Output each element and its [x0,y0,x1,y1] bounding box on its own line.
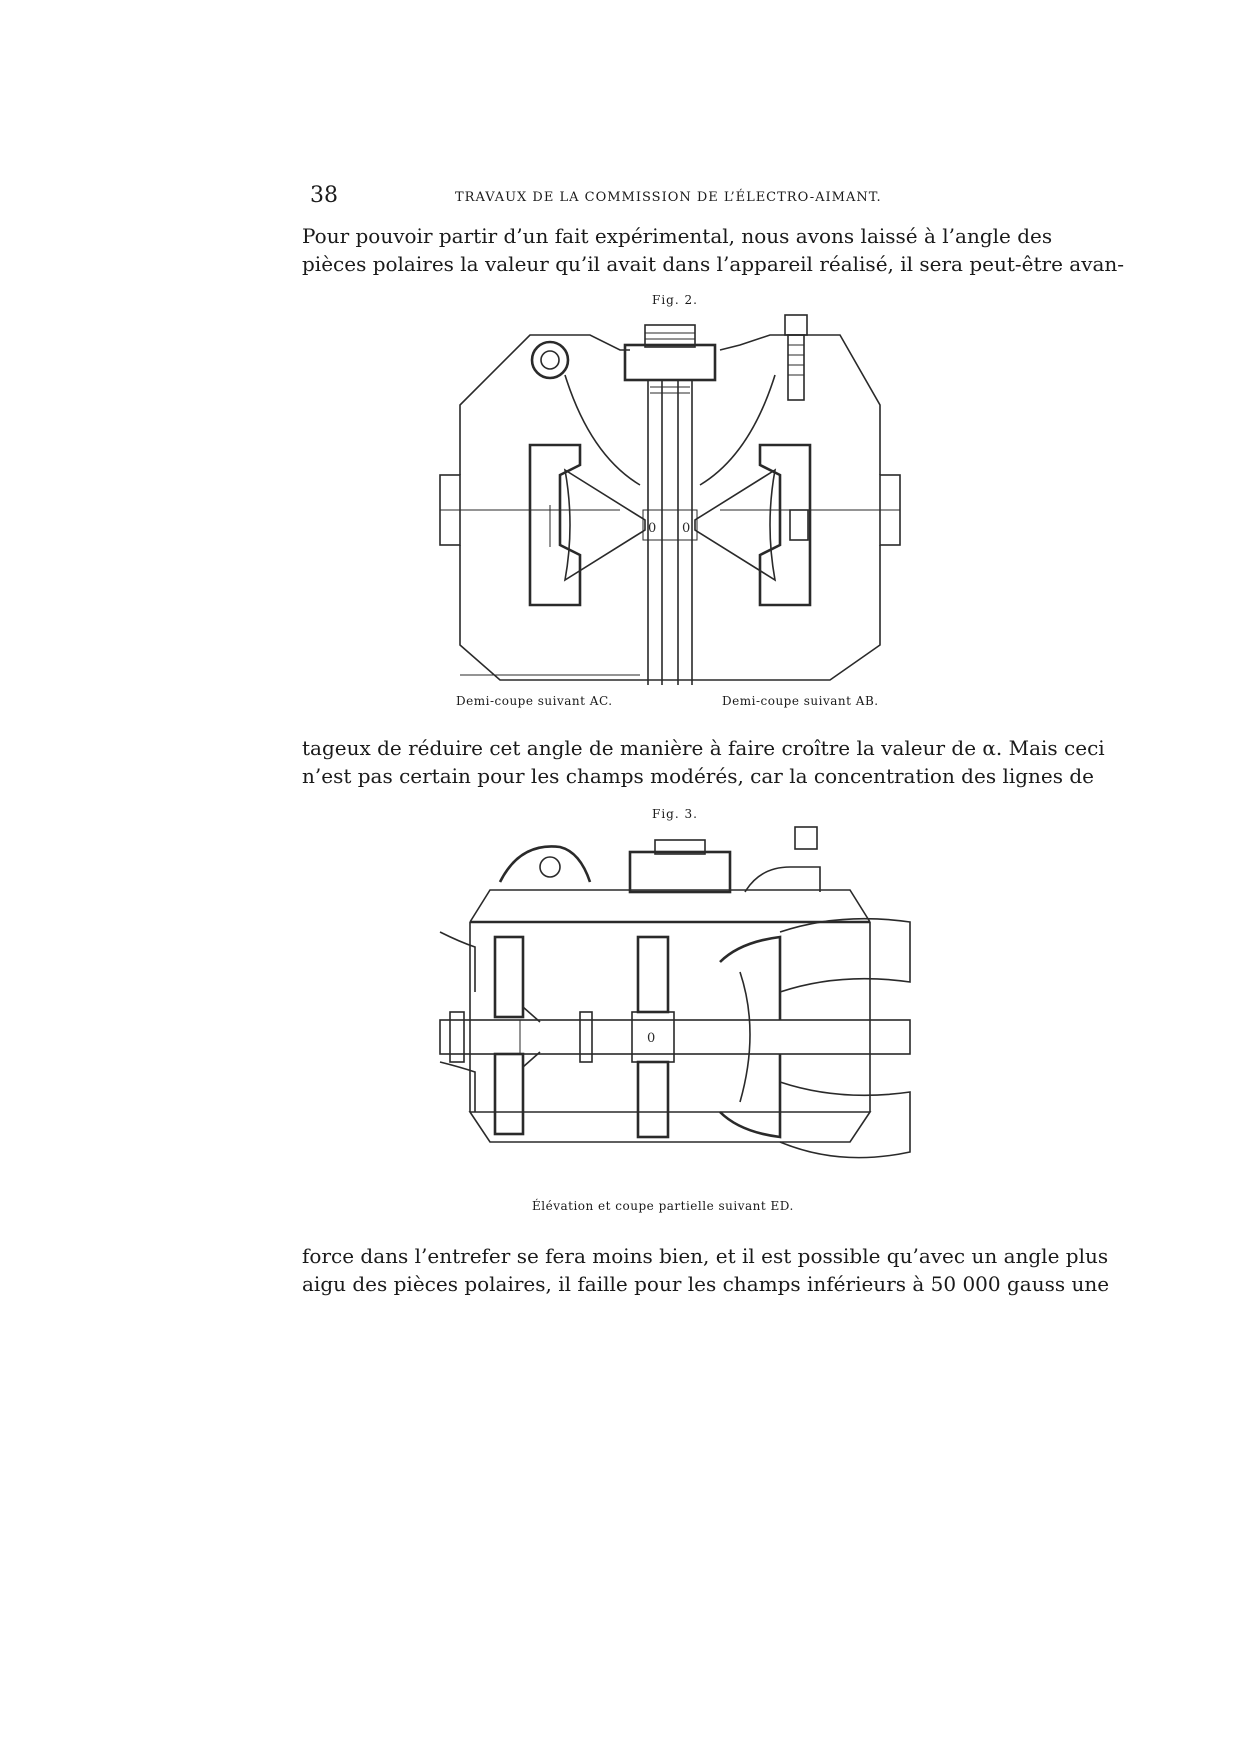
paragraph-line: n’est pas certain pour les champs modérés, car la concentration des lignes de [302,764,1095,788]
paragraph-2 [302,734,1105,790]
fig2-right-pole-housing [760,445,810,605]
paragraph-line: force dans l’entrefer se fera moins bien, et il est possible qu’avec un angle plus [302,1244,1109,1268]
paragraph-line: aigu des pièces polaires, il faille pour les champs inférieurs à 50 000 gauss une [302,1272,1110,1296]
fig2-body-outline [460,545,880,680]
figure-3-label: Fig. 3. [652,807,698,821]
paragraph-line: Pour pouvoir partir d’un fait expérimental, nous avons laissé à l’angle des [302,224,1053,248]
fig3-hinge-eye [540,857,560,877]
fig3-adjusting-screw [795,827,817,849]
paragraph-1 [302,222,1125,278]
fig3-frame-bottom [470,1112,870,1142]
fig2-body-outline [720,335,780,350]
fig2-adjusting-screw [785,315,807,335]
fig2-hinge-eye [541,351,559,369]
fig3-shaft [440,1020,910,1054]
fig2-left-pole-housing [530,445,580,605]
figure-2-label: Fig. 2. [652,293,698,307]
page-number: 38 [310,183,338,208]
fig2-top-block [625,345,715,380]
fig3-right-coil-break [780,1082,910,1158]
figure-2-caption-right: Demi-coupe suivant AB. [722,694,879,708]
fig2-left-pole-piece [565,470,645,580]
paragraph-line: tageux de réduire cet angle de manière à faire croître la valeur de α. Mais ceci [302,736,1105,760]
fig3-hinge [500,846,590,882]
fig3-right-coil-break [780,919,910,992]
figure-3-caption: Élévation et coupe partielle suivant ED. [532,1199,794,1213]
fig3-gap-mark: 0 [647,1031,656,1046]
paragraph-line: pièces polaires la valeur qu’il avait dans l’appareil réalisé, il sera peut-être avan- [302,252,1125,276]
fig2-gap-mark: 0 [648,521,657,536]
fig3-top-block [630,852,730,892]
fig2-curved-arm [565,375,640,485]
fig3-left-block [495,1054,523,1134]
fig2-hinge-eye [532,342,568,378]
figure-2-drawing [440,315,960,685]
fig3-left-block [495,937,523,1017]
fig2-right-plug [790,510,808,540]
figure-3-drawing [440,822,920,1197]
fig3-central-disc [638,937,668,1012]
running-head: TRAVAUX DE LA COMMISSION DE L’ÉLECTRO-AIMANT. [455,190,882,205]
fig3-bracket [745,867,820,892]
fig2-right-pole-piece [695,470,775,580]
figure-2-caption-left: Demi-coupe suivant AC. [456,694,613,708]
fig2-curved-arm [700,375,775,485]
fig3-frame-top [470,890,870,922]
fig2-gap-mark: 0 [682,521,691,536]
fig2-body-outline [780,335,880,475]
fig3-central-disc [638,1062,668,1137]
fig3-right-pole-face [740,972,750,1102]
paragraph-3 [302,1242,1110,1298]
